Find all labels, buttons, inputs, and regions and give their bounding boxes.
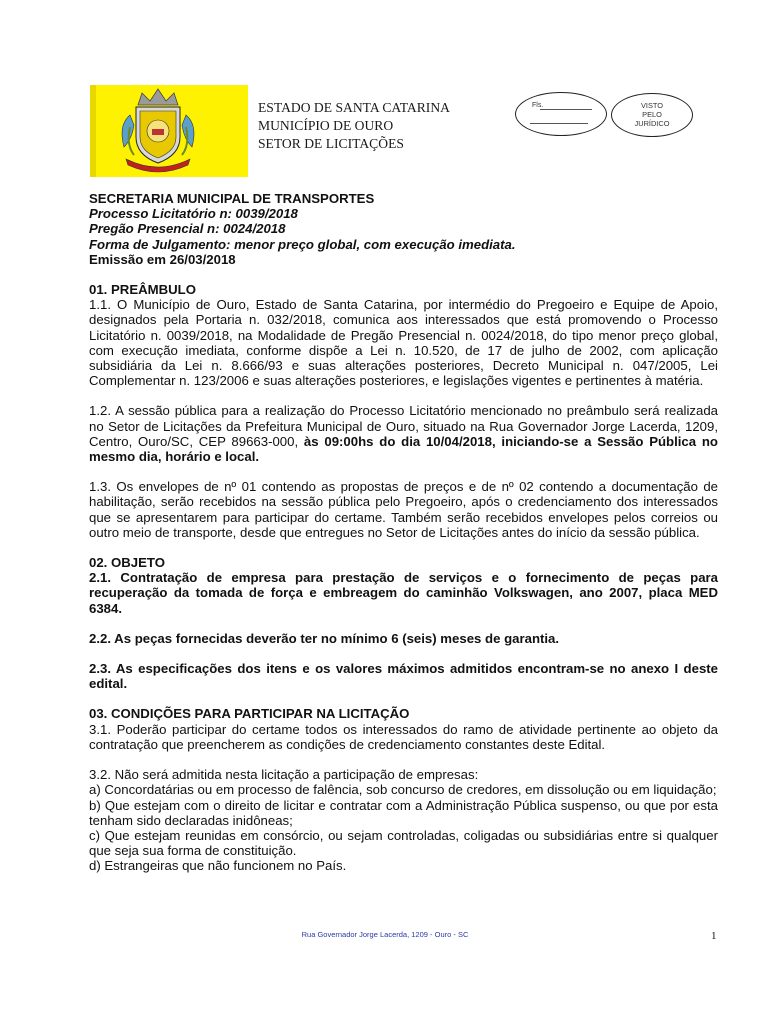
paragraph-3-1: 3.1. Poderão participar do certame todos os interessados do ramo de atividade pertinente ao objeto da contratação que preencherem as condições de credenciamento constantes deste Edital. — [89, 721, 718, 752]
header-municipality: MUNICÍPIO DE OURO — [258, 118, 394, 133]
processo-number: Processo Licitatório n: 0039/2018 — [89, 206, 298, 222]
stamp-line — [530, 123, 588, 124]
paragraph-1-2 — [89, 403, 718, 464]
paragraph-1-3: 1.3. Os envelopes de nº 01 contendo as propostas de preços e de nº 02 contendo a documentação de habilitação, serão recebidos na sessão pública pelo Pregoeiro, após o credenciamento dos interessados que se apresentarem para participar do certame. Também serão recebidos envelopes pelos correios ou outro meio de transporte, desde que entregues no Setor de Licitações antes do início da sessão pública. — [89, 479, 718, 540]
section-02-title: 02. OBJETO — [89, 555, 165, 571]
paragraph-2-3: 2.3. As especificações dos itens e os valores máximos admitidos encontram-se no anexo I deste edital. — [89, 661, 718, 692]
page-number-stamp — [515, 92, 607, 136]
stamp-visto-line: VISTO — [640, 101, 664, 110]
secretaria-title: SECRETARIA MUNICIPAL DE TRANSPORTES — [89, 191, 375, 206]
list-item-c: c) Que estejam reunidas em consórcio, ou sejam controladas, coligadas ou subsidiárias entre si qualquer que seja sua forma de constituição. — [89, 827, 718, 859]
list-item-b: b) Que estejam com o direito de licitar e contratar com a Administração Pública suspenso, ou que por esta tenham sido declaradas inidôneas; — [89, 797, 718, 828]
stamp-visto-line: PELO — [642, 110, 662, 119]
stamp-line — [540, 109, 592, 110]
list-item-d: d) Estrangeiras que não funcionem no País. — [89, 858, 347, 874]
page-number: 1 — [711, 930, 717, 942]
document-body — [89, 191, 718, 874]
paragraph-1-1: 1.1. O Município de Ouro, Estado de Santa Catarina, por intermédio do Pregoeiro e Equipe de Apoio, designados pela Portaria n. 032/2018, comunica aos interessados que está promovendo o Processo Licitatório n. 0039/2018, na Modalidade de Pregão Presencial n. 0024/2018, do tipo menor preço global, com execução imediata, conforme dispõe a Lei n. 10.520, de 17 de julho de 2002, com aplicação subsidiária da Lei n. 8.666/93 e suas alterações posteriores, Decreto Municipal n. 047/2005, Lei Complementar n. 123/2006 e suas alterações posteriores, e legislações vigentes e pertinentes à matéria. — [89, 297, 718, 389]
forma-julgamento: Forma de Julgamento: menor preço global, com execução imediata. — [89, 236, 516, 252]
stamp-fls-label: Fls. — [532, 102, 544, 109]
footer-address: Rua Governador Jorge Lacerda, 1209 - Ouro - SC — [301, 930, 469, 939]
header-institution — [258, 99, 450, 153]
paragraph-2-2: 2.2. As peças fornecidas deverão ter no mínimo 6 (seis) meses de garantia. — [89, 630, 560, 646]
municipal-coat-of-arms — [90, 85, 248, 177]
paragraph-1-2-text: 1.2. A sessão pública para a realização do Processo Licitatório mencionado no preâmbulo será realizada no Setor de Licitações da Prefeitura Municipal de Ouro, situado na Rua Governador Jorge Lacerda, 1209, Centro, Ouro/SC, CEP 89663-000, — [89, 403, 718, 449]
section-01-title: 01. PREÂMBULO — [89, 282, 196, 298]
list-item-a: a) Concordatárias ou em processo de falência, sob concurso de credores, em dissolução ou em liquidação; — [89, 782, 717, 798]
header-state: ESTADO DE SANTA CATARINA — [258, 100, 450, 115]
pregao-number: Pregão Presencial n: 0024/2018 — [89, 221, 286, 237]
section-03-title: 03. CONDIÇÕES PARA PARTICIPAR NA LICITAÇÃO — [89, 706, 410, 722]
paragraph-1-2-session: às 09:00hs do dia 10/04/2018, iniciando-se a Sessão Pública no mesmo dia, horário e local. — [89, 433, 718, 465]
header-sector: SETOR DE LICITAÇÕES — [258, 136, 404, 151]
legal-approval-stamp — [611, 93, 693, 137]
emissao-date: Emissão em 26/03/2018 — [89, 251, 236, 267]
stamp-visto-line: JURÍDICO — [634, 119, 670, 128]
paragraph-3-2: 3.2. Não será admitida nesta licitação a participação de empresas: — [89, 767, 479, 783]
paragraph-2-1: 2.1. Contratação de empresa para prestação de serviços e o fornecimento de peças para recuperação da tomada de força e embreagem do caminhão Volkswagen, ano 2007, placa MED 6384. — [89, 570, 718, 616]
